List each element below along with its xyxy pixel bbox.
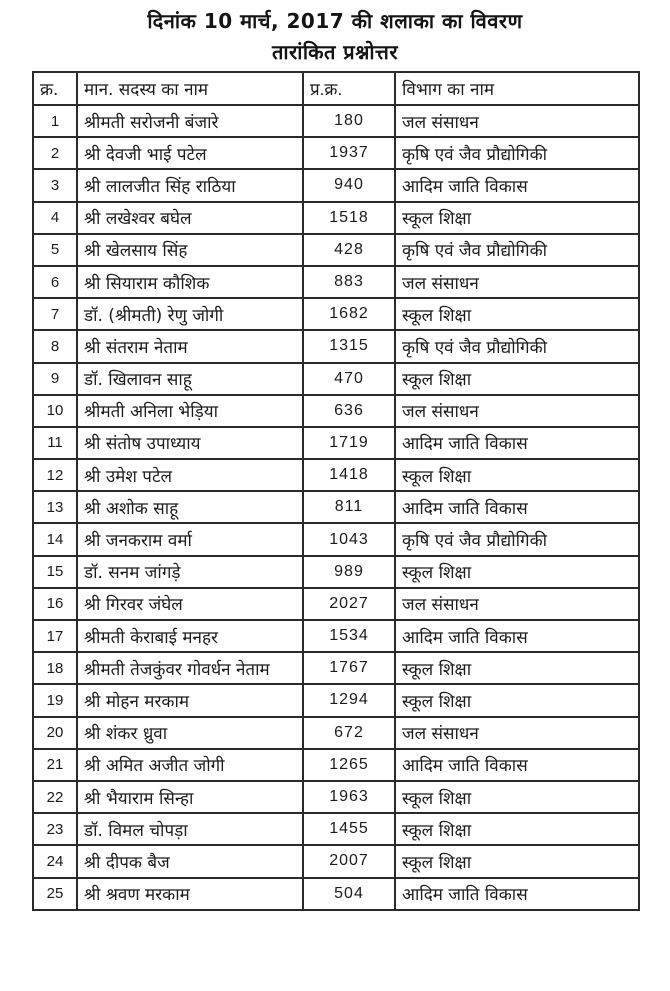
serial-number-cell: 23 <box>33 813 77 845</box>
table-row <box>33 298 639 330</box>
table-row <box>33 845 639 877</box>
member-name-cell: श्री मोहन मरकाम <box>77 684 303 716</box>
question-number-cell: 1963 <box>303 781 395 813</box>
department-name-cell: स्कूल शिक्षा <box>395 652 639 684</box>
serial-number-cell: 11 <box>33 427 77 459</box>
member-name-cell: श्री संतोष उपाध्याय <box>77 427 303 459</box>
member-name-cell: श्री दीपक बैज <box>77 845 303 877</box>
department-name-cell: आदिम जाति विकास <box>395 169 639 201</box>
department-name-cell: कृषि एवं जैव प्रौद्योगिकी <box>395 330 639 362</box>
table-row <box>33 330 639 362</box>
serial-number-cell: 2 <box>33 137 77 169</box>
table-row <box>33 395 639 427</box>
department-name-cell: जल संसाधन <box>395 105 639 137</box>
shalaka-table <box>32 71 640 911</box>
question-number-cell: 1719 <box>303 427 395 459</box>
question-number-cell: 2007 <box>303 845 395 877</box>
serial-number-cell: 21 <box>33 749 77 781</box>
department-name-cell: स्कूल शिक्षा <box>395 298 639 330</box>
serial-number-cell: 20 <box>33 717 77 749</box>
table-row <box>33 878 639 910</box>
department-name-cell: आदिम जाति विकास <box>395 878 639 910</box>
department-name-cell: स्कूल शिक्षा <box>395 556 639 588</box>
question-number-cell: 1682 <box>303 298 395 330</box>
table-body <box>33 105 639 910</box>
member-name-cell: डॉ. विमल चोपड़ा <box>77 813 303 845</box>
department-name-cell: जल संसाधन <box>395 395 639 427</box>
table-row <box>33 781 639 813</box>
serial-number-cell: 5 <box>33 234 77 266</box>
question-number-cell: 428 <box>303 234 395 266</box>
question-number-cell: 504 <box>303 878 395 910</box>
serial-number-cell: 7 <box>33 298 77 330</box>
department-name-cell: स्कूल शिक्षा <box>395 459 639 491</box>
department-name-cell: स्कूल शिक्षा <box>395 781 639 813</box>
department-name-cell: आदिम जाति विकास <box>395 427 639 459</box>
table-row <box>33 684 639 716</box>
table-row <box>33 717 639 749</box>
serial-number-cell: 15 <box>33 556 77 588</box>
department-name-cell: आदिम जाति विकास <box>395 491 639 523</box>
member-name-cell: श्री गिरवर जंघेल <box>77 588 303 620</box>
department-name-cell: स्कूल शिक्षा <box>395 684 639 716</box>
question-number-cell: 672 <box>303 717 395 749</box>
question-number-cell: 883 <box>303 266 395 298</box>
header-department-name: विभाग का नाम <box>395 72 639 105</box>
member-name-cell: श्री अमित अजीत जोगी <box>77 749 303 781</box>
department-name-cell: कृषि एवं जैव प्रौद्योगिकी <box>395 523 639 555</box>
department-name-cell: आदिम जाति विकास <box>395 749 639 781</box>
header-row <box>33 72 639 105</box>
serial-number-cell: 14 <box>33 523 77 555</box>
serial-number-cell: 1 <box>33 105 77 137</box>
question-number-cell: 1455 <box>303 813 395 845</box>
question-number-cell: 1315 <box>303 330 395 362</box>
member-name-cell: श्री जनकराम वर्मा <box>77 523 303 555</box>
department-name-cell: स्कूल शिक्षा <box>395 202 639 234</box>
table-row <box>33 588 639 620</box>
table-header <box>33 72 639 105</box>
table-row <box>33 523 639 555</box>
department-name-cell: जल संसाधन <box>395 717 639 749</box>
table-row <box>33 620 639 652</box>
table-row <box>33 105 639 137</box>
member-name-cell: श्री लखेश्वर बघेल <box>77 202 303 234</box>
serial-number-cell: 25 <box>33 878 77 910</box>
serial-number-cell: 12 <box>33 459 77 491</box>
question-number-cell: 989 <box>303 556 395 588</box>
department-name-cell: स्कूल शिक्षा <box>395 363 639 395</box>
question-number-cell: 811 <box>303 491 395 523</box>
member-name-cell: श्री अशोक साहू <box>77 491 303 523</box>
table-row <box>33 652 639 684</box>
table-row <box>33 427 639 459</box>
table-row <box>33 266 639 298</box>
serial-number-cell: 4 <box>33 202 77 234</box>
member-name-cell: श्रीमती केराबाई मनहर <box>77 620 303 652</box>
serial-number-cell: 17 <box>33 620 77 652</box>
question-number-cell: 940 <box>303 169 395 201</box>
member-name-cell: श्री शंकर ध्रुवा <box>77 717 303 749</box>
table-row <box>33 202 639 234</box>
member-name-cell: श्री संतराम नेताम <box>77 330 303 362</box>
department-name-cell: स्कूल शिक्षा <box>395 813 639 845</box>
table-row <box>33 556 639 588</box>
serial-number-cell: 19 <box>33 684 77 716</box>
member-name-cell: डॉ. (श्रीमती) रेणु जोगी <box>77 298 303 330</box>
member-name-cell: डॉ. सनम जांगड़े <box>77 556 303 588</box>
table-row <box>33 491 639 523</box>
department-name-cell: जल संसाधन <box>395 266 639 298</box>
header-serial-number: क्र. <box>33 72 77 105</box>
member-name-cell: श्री सियाराम कौशिक <box>77 266 303 298</box>
table-row <box>33 749 639 781</box>
department-name-cell: स्कूल शिक्षा <box>395 845 639 877</box>
question-number-cell: 1937 <box>303 137 395 169</box>
member-name-cell: श्री उमेश पटेल <box>77 459 303 491</box>
question-number-cell: 1043 <box>303 523 395 555</box>
member-name-cell: श्रीमती अनिला भेड़िया <box>77 395 303 427</box>
department-name-cell: कृषि एवं जैव प्रौद्योगिकी <box>395 137 639 169</box>
document-title: दिनांक 10 मार्च, 2017 की शलाका का विवरण <box>147 9 523 33</box>
question-number-cell: 470 <box>303 363 395 395</box>
question-number-cell: 1518 <box>303 202 395 234</box>
question-number-cell: 1534 <box>303 620 395 652</box>
department-name-cell: जल संसाधन <box>395 588 639 620</box>
serial-number-cell: 18 <box>33 652 77 684</box>
serial-number-cell: 8 <box>33 330 77 362</box>
table-row <box>33 169 639 201</box>
question-number-cell: 2027 <box>303 588 395 620</box>
member-name-cell: श्रीमती तेजकुंवर गोवर्धन नेताम <box>77 652 303 684</box>
member-name-cell: श्री श्रवण मरकाम <box>77 878 303 910</box>
question-number-cell: 1265 <box>303 749 395 781</box>
question-number-cell: 1418 <box>303 459 395 491</box>
member-name-cell: श्री देवजी भाई पटेल <box>77 137 303 169</box>
department-name-cell: कृषि एवं जैव प्रौद्योगिकी <box>395 234 639 266</box>
table-row <box>33 234 639 266</box>
member-name-cell: श्रीमती सरोजनी बंजारे <box>77 105 303 137</box>
member-name-cell: श्री लालजीत सिंह राठिया <box>77 169 303 201</box>
serial-number-cell: 16 <box>33 588 77 620</box>
serial-number-cell: 24 <box>33 845 77 877</box>
question-number-cell: 180 <box>303 105 395 137</box>
question-number-cell: 636 <box>303 395 395 427</box>
header-member-name: मान. सदस्य का नाम <box>77 72 303 105</box>
serial-number-cell: 9 <box>33 363 77 395</box>
member-name-cell: श्री भैयाराम सिन्हा <box>77 781 303 813</box>
serial-number-cell: 6 <box>33 266 77 298</box>
question-number-cell: 1767 <box>303 652 395 684</box>
table-row <box>33 363 639 395</box>
department-name-cell: आदिम जाति विकास <box>395 620 639 652</box>
serial-number-cell: 13 <box>33 491 77 523</box>
serial-number-cell: 22 <box>33 781 77 813</box>
member-name-cell: डॉ. खिलावन साहू <box>77 363 303 395</box>
table-row <box>33 459 639 491</box>
serial-number-cell: 3 <box>33 169 77 201</box>
question-number-cell: 1294 <box>303 684 395 716</box>
table-row <box>33 813 639 845</box>
member-name-cell: श्री खेलसाय सिंह <box>77 234 303 266</box>
document-subtitle: तारांकित प्रश्नोत्तर <box>271 40 399 64</box>
serial-number-cell: 10 <box>33 395 77 427</box>
header-question-number: प्र.क्र. <box>303 72 395 105</box>
table-row <box>33 137 639 169</box>
